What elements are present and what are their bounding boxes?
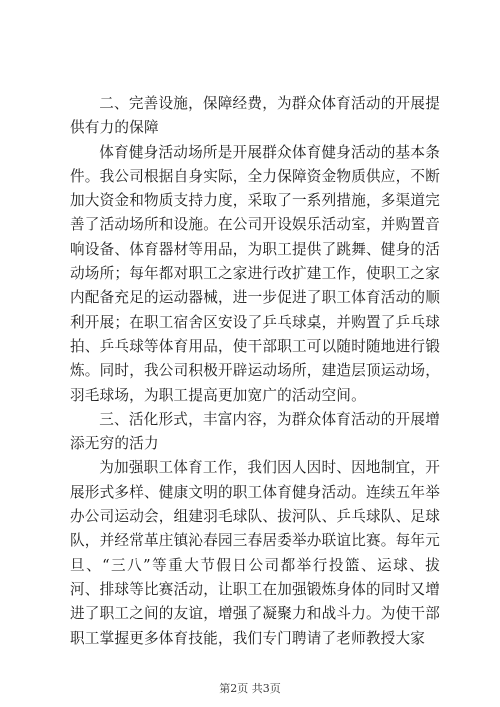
section-heading-activities: 三、活化形式，丰富内容，为群众体育活动的开展增添无穷的活力 — [70, 410, 440, 453]
paragraph-facilities: 体育健身活动场所是开展群众体育健身活动的基本条件。我公司根据自身实际，全力保障资金物质供应，不断加大资金和物质支持力度，采取了一系列措施，多渠道完善了活动场所和设施。在公司开设娱乐活动室，并购置音响设备、体育器材等用品，为职工提供了跳舞、健身的活动场所；每年都对职工之家进行改扩建工作，使职工之家内配备充足的运动器械，进一步促进了职工体育活动的顺利开展；在职工宿舍区安设了乒乓球桌，并购置了乒乓球拍、乒乓球等体育用品，使干部职工可以随时随地进行锻炼。同时，我公司积极开辟运动场所，建造层顶运动场，羽毛球场，为职工提高更加宽广的活动空间。 — [70, 143, 440, 404]
section-heading-facilities: 二、完善设施，保障经费，为群众体育活动的开展提供有力的保障 — [70, 95, 440, 137]
page-number-footer: 第2页 共3页 — [219, 682, 281, 695]
document-body — [70, 92, 440, 651]
paragraph-activities: 为加强职工体育工作，我们因人因时、因地制宜，开展形式多样、健康文明的职工体育健身活动。连续五年举办公司运动会，组建羽毛球队、拔河队、乒乓球队、足球队，并经常革庄镇沁春园三春居委举办联谊比赛。每年元旦、“三八”等重大节假日公司都举行投篮、运球、拔河、排球等比赛活动，让职工在加强锻炼身体的同时又增进了职工之间的友谊，增强了凝聚力和战斗力。为使干部职工掌握更多体育技能，我们专门聘请了老师教授大家 — [70, 459, 440, 647]
